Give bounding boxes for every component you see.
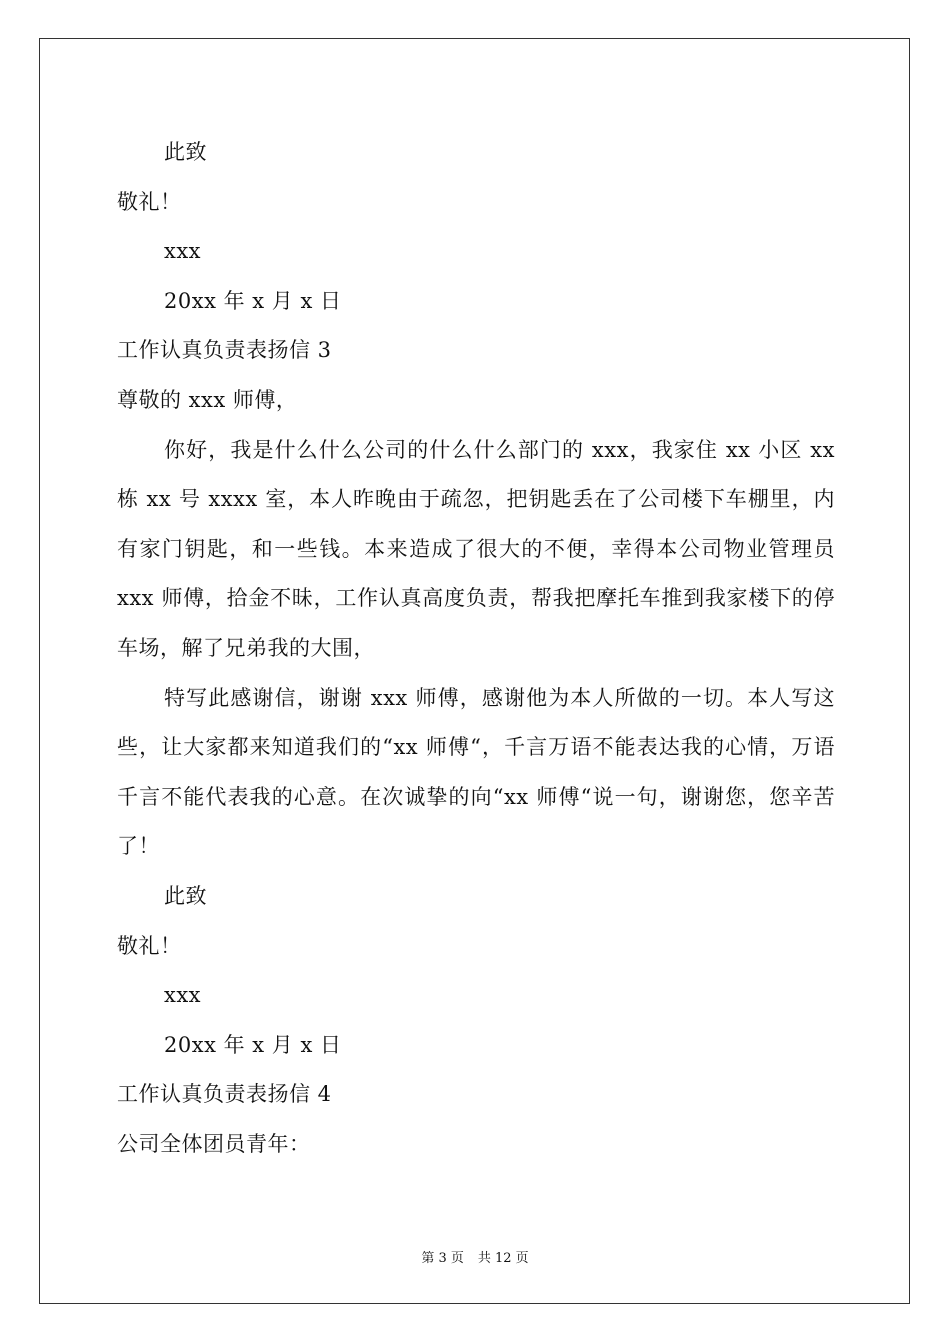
date: 20xx 年 x 月 x 日	[164, 288, 342, 313]
page-total: 共 12 页	[477, 1251, 529, 1266]
salute-text: 敬礼！	[117, 933, 182, 958]
page-number: 第 3 页	[421, 1251, 464, 1266]
closing-text: 此致	[164, 883, 207, 908]
letter-paragraph: 特写此感谢信，谢谢 xxx 师傅，感谢他为本人所做的一切。本人写这些，让大家都来知道我们的“xx 师傅“，千言万语不能表达我的心情，万语千言不能代表我的心意。在次诚挚的向“xx 师傅“说一句，谢谢您，您辛苦了！	[117, 685, 835, 859]
letter-paragraph: 你好，我是什么什么公司的什么什么部门的 xxx，我家住 xx 小区 xx 栋 xx 号 xxxx 室，本人昨晚由于疏忽，把钥匙丢在了公司楼下车棚里，内有家门钥匙，和一些钱。本来造成了很大的不便，幸得本公司物业管理员 xxx 师傅，拾金不昧，工作认真高度负责，帮我把摩托车推到我家楼下的停车场，解了兄弟我的大围，	[117, 437, 835, 660]
letter-title: 工作认真负责表扬信 3	[117, 338, 332, 363]
signature: xxx	[164, 983, 202, 1008]
letter-greeting: 尊敬的 xxx 师傅，	[117, 387, 298, 412]
salute-text: 敬礼！	[117, 189, 182, 214]
signature: xxx	[164, 239, 202, 264]
date: 20xx 年 x 月 x 日	[164, 1032, 342, 1057]
closing-text: 此致	[164, 140, 207, 164]
letter-greeting: 公司全体团员青年：	[117, 1131, 311, 1156]
document-body	[117, 128, 835, 1169]
letter-title: 工作认真负责表扬信 4	[117, 1082, 332, 1107]
page-footer	[0, 1247, 950, 1266]
